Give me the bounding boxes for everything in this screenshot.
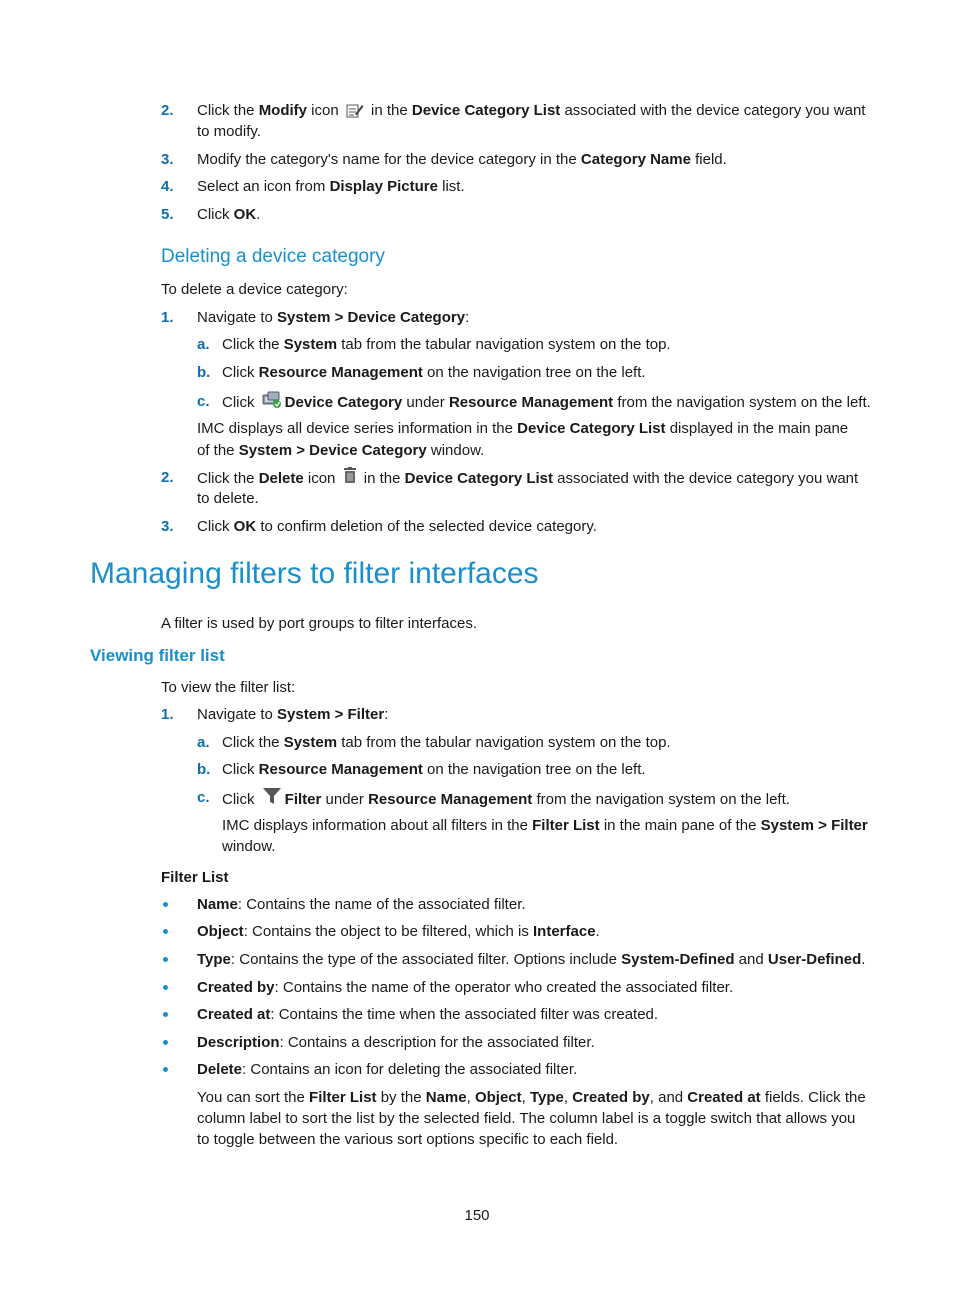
bold-text: Name	[197, 896, 238, 913]
text: on the navigation tree on the left.	[422, 364, 646, 381]
text: : Contains the object to be filtered, which is	[243, 923, 534, 940]
text: Click the	[222, 336, 284, 353]
text: associated with the device category you want	[553, 470, 859, 487]
bold-text: System > Device Category	[238, 442, 427, 459]
text: : Contains the name of the associated filter.	[237, 896, 526, 913]
text: Click	[222, 791, 259, 808]
text: ,	[521, 1089, 530, 1106]
delete-icon	[343, 467, 357, 484]
bold-text: Created by	[572, 1089, 650, 1106]
section-heading: Viewing filter list	[90, 646, 225, 665]
note-text: window.	[222, 838, 276, 855]
text: Click the	[197, 470, 259, 487]
chapter-heading: Managing filters to filter interfaces	[90, 557, 539, 590]
bold-text: Object	[474, 1089, 522, 1106]
step-number: 1.	[161, 309, 174, 326]
step-text	[197, 100, 865, 121]
text: window.	[426, 442, 485, 459]
text: : Contains a description for the associated filter.	[279, 1034, 595, 1051]
bold-text: Filter	[284, 791, 322, 808]
text: IMC displays all device series information in the	[197, 420, 518, 437]
bold-text: Resource Management	[368, 791, 533, 808]
text: icon	[307, 102, 339, 119]
bold-text: User-Defined	[767, 951, 862, 968]
text: in the	[366, 102, 412, 119]
bold-text: OK	[233, 518, 257, 535]
modify-icon	[346, 102, 364, 118]
list-item	[197, 1032, 595, 1053]
text: :	[384, 706, 389, 723]
step-text	[197, 516, 597, 537]
text: Click	[222, 394, 259, 411]
bold-text: Interface	[533, 923, 596, 940]
step-text	[197, 704, 388, 725]
text: Navigate to	[197, 309, 278, 326]
text: .	[861, 951, 866, 968]
bold-text: Filter List	[309, 1089, 377, 1106]
substep-letter: a.	[197, 336, 210, 353]
bold-text: Resource Management	[258, 364, 423, 381]
list-title: Filter List	[161, 869, 229, 886]
text: : Contains the type of the associated filter. Options include	[230, 951, 622, 968]
list-item	[197, 1059, 577, 1080]
text: icon	[303, 470, 336, 487]
text: Click the	[222, 734, 284, 751]
intro-text: To view the filter list:	[161, 679, 296, 696]
substep-letter: c.	[197, 789, 210, 806]
text: .	[595, 923, 600, 940]
text: ,	[466, 1089, 475, 1106]
bold-text: Created by	[197, 979, 275, 996]
step-text	[197, 204, 260, 225]
bullet-dot	[163, 929, 168, 934]
substep-text	[222, 362, 646, 383]
text: under	[402, 394, 449, 411]
text: displayed in the main pane	[665, 420, 849, 437]
bold-text: System > Filter	[277, 706, 385, 723]
step-text-cont: to delete.	[197, 490, 259, 507]
text: , and	[649, 1089, 688, 1106]
text: : Contains the time when the associated filter was created.	[270, 1006, 659, 1023]
step-number: 3.	[161, 151, 174, 168]
step-number: 1.	[161, 706, 174, 723]
bullet-dot	[163, 1040, 168, 1045]
step-text	[197, 307, 469, 328]
text: on the navigation tree on the left.	[422, 761, 646, 778]
text: tab from the tabular navigation system on the top.	[337, 734, 671, 751]
intro-text: A filter is used by port groups to filter interfaces.	[161, 615, 477, 632]
substep-text	[222, 759, 646, 780]
text: Click	[222, 364, 259, 381]
note-text	[197, 418, 848, 439]
list-item	[197, 949, 865, 970]
bullet-dot	[163, 902, 168, 907]
substep-letter: b.	[197, 364, 211, 381]
bold-text: Category Name	[580, 151, 691, 168]
bold-text: Name	[425, 1089, 467, 1106]
list-item	[197, 977, 733, 998]
substep-letter: b.	[197, 761, 211, 778]
bold-text: Display Picture	[329, 178, 438, 195]
device-category-icon	[262, 391, 282, 409]
bold-text: System > Device Category	[277, 309, 466, 326]
bold-text: Type	[197, 951, 231, 968]
text: Select an icon from	[197, 178, 330, 195]
substep-text	[222, 787, 790, 810]
step-text	[197, 467, 858, 489]
bold-text: Created at	[197, 1006, 271, 1023]
bullet-dot	[163, 985, 168, 990]
bold-text: Description	[197, 1034, 280, 1051]
bold-text: System-Defined	[621, 951, 735, 968]
text: associated with the device category you want	[560, 102, 866, 119]
bold-text: Type	[529, 1089, 564, 1106]
text: Click	[197, 206, 234, 223]
bold-text: Device Category List	[517, 420, 666, 437]
bold-text: Resource Management	[448, 394, 614, 411]
substep-text	[222, 334, 671, 355]
step-number: 4.	[161, 178, 174, 195]
text: to confirm deletion of the selected device category.	[256, 518, 597, 535]
text: ,	[563, 1089, 573, 1106]
bold-text: System	[283, 734, 338, 751]
text: .	[256, 206, 261, 223]
note-text	[197, 440, 484, 461]
section-heading: Deleting a device category	[161, 246, 385, 267]
text: under	[321, 791, 369, 808]
step-number: 2.	[161, 102, 174, 119]
text: from the navigation system on the left.	[532, 791, 790, 808]
filter-icon	[262, 787, 282, 805]
text: Click	[222, 761, 259, 778]
bullet-dot	[163, 1012, 168, 1017]
substep-text	[222, 732, 671, 753]
page-number: 150	[464, 1207, 490, 1224]
bullet-dot	[163, 957, 168, 962]
text: :	[465, 309, 470, 326]
bullet-dot	[163, 1067, 168, 1072]
bold-text: Delete	[258, 470, 304, 487]
bold-text: Delete	[197, 1061, 243, 1078]
text: list.	[437, 178, 465, 195]
step-text	[197, 176, 465, 197]
list-item	[197, 1004, 658, 1025]
step-number: 2.	[161, 469, 174, 486]
list-item	[197, 921, 600, 942]
bold-text: Device Category List	[404, 470, 553, 487]
text: by the	[376, 1089, 426, 1106]
sort-text	[197, 1087, 866, 1108]
substep-text	[222, 391, 871, 413]
text: tab from the tabular navigation system on the top.	[337, 336, 671, 353]
bold-text: Device Category	[284, 394, 403, 411]
step-text-cont: to modify.	[197, 123, 261, 140]
text: Navigate to	[197, 706, 278, 723]
substep-letter: a.	[197, 734, 210, 751]
bold-text: Filter List	[532, 817, 600, 834]
text: in the main pane of the	[599, 817, 761, 834]
bold-text: Resource Management	[258, 761, 423, 778]
text: in the	[359, 470, 405, 487]
step-text	[197, 149, 727, 170]
bold-text: Modify	[258, 102, 308, 119]
text: field.	[690, 151, 727, 168]
note-text	[222, 815, 868, 836]
text: from the navigation system on the left.	[613, 394, 871, 411]
bold-text: Device Category List	[411, 102, 561, 119]
text: of the	[197, 442, 239, 459]
bold-text: OK	[233, 206, 257, 223]
bold-text: Object	[197, 923, 244, 940]
text: Click	[197, 518, 234, 535]
text: IMC displays information about all filters in the	[222, 817, 533, 834]
text: : Contains the name of the operator who created the associated filter.	[274, 979, 734, 996]
text: Modify the category's name for the device category in the	[197, 151, 581, 168]
sort-text: to toggle between the various sort options specific to each field.	[197, 1131, 619, 1148]
text: Click the	[197, 102, 259, 119]
step-number: 3.	[161, 518, 174, 535]
text: : Contains an icon for deleting the associated filter.	[242, 1061, 578, 1078]
step-number: 5.	[161, 206, 174, 223]
text: fields. Click the	[760, 1089, 866, 1106]
sort-text: column label to sort the list by the selected field. The column label is a toggle switch that allows you	[197, 1110, 856, 1127]
bold-text: System	[283, 336, 338, 353]
list-item	[197, 894, 526, 915]
text: You can sort the	[197, 1089, 310, 1106]
text: and	[734, 951, 768, 968]
bold-text: Created at	[687, 1089, 761, 1106]
bold-text: System > Filter	[760, 817, 868, 834]
substep-letter: c.	[197, 393, 210, 410]
intro-text: To delete a device category:	[161, 281, 348, 298]
